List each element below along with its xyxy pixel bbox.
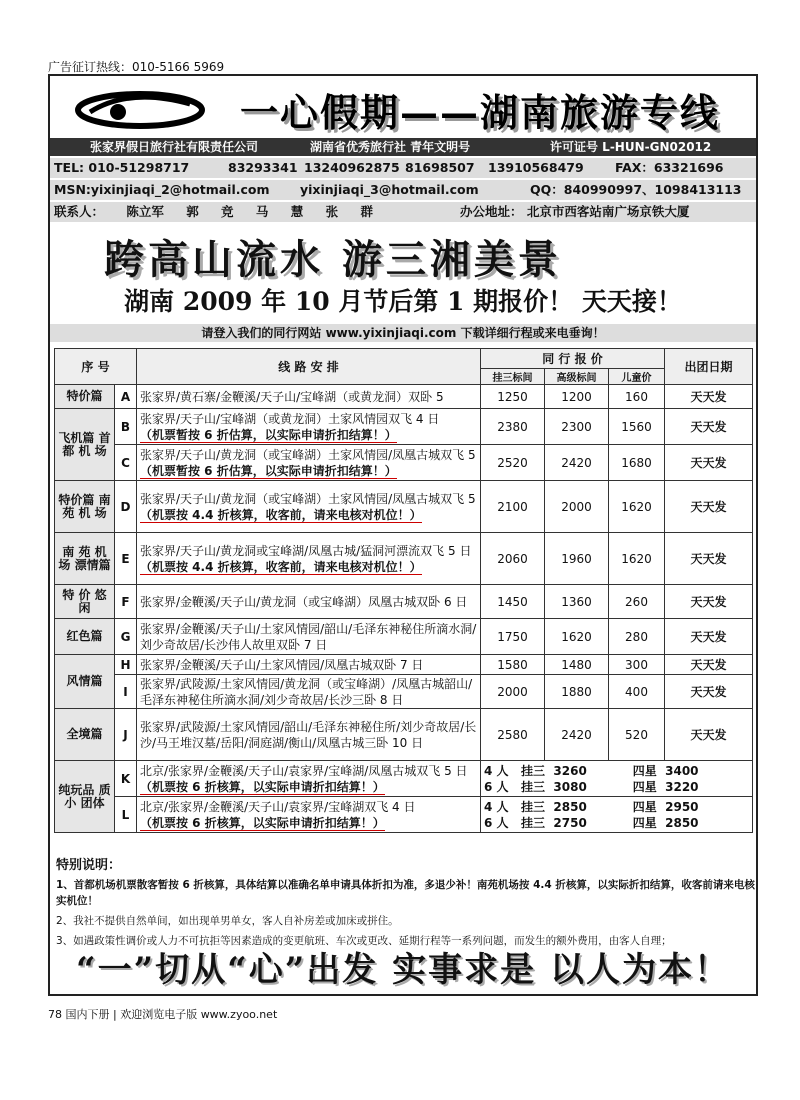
route-note: （机票按 6 折核算，以实际申请折扣结算！） — [140, 815, 385, 830]
row-category: 南 苑 机 场 漂情篇 — [55, 533, 115, 585]
price-3: 1620 — [609, 533, 665, 585]
row-category: 红色篇 — [55, 619, 115, 655]
row-route — [137, 409, 481, 445]
msn-band — [50, 180, 756, 200]
row-route: 张家界/金鞭溪/天子山/黄龙洞（或宝峰湖）凤凰古城双卧 6 日 — [137, 585, 481, 619]
tel-5: 13910568479 — [488, 160, 584, 175]
price-2: 2300 — [545, 409, 609, 445]
table-row — [55, 533, 753, 585]
route-note: （机票按 4.4 折核算，收客前，请来电核对机位！） — [140, 507, 422, 522]
note-3: 3、如遇政策性调价或人力不可抗拒等因素造成的变更航班、车次或更改、延期行程等一系列问题，而发生的额外费用，由客人自理； — [56, 935, 672, 947]
price-2: 1200 — [545, 385, 609, 409]
price-3: 520 — [609, 709, 665, 761]
row-route — [137, 481, 481, 533]
group-price-line: 6 人 挂三 2750 四星 2850 — [484, 815, 699, 830]
msn-2: yixinjiaqi_3@hotmail.com — [300, 182, 479, 197]
row-route — [137, 445, 481, 481]
price-2: 1620 — [545, 619, 609, 655]
table-row — [55, 675, 753, 709]
route-text: 张家界/天子山/黄龙洞或宝峰湖/凤凰古城/猛洞河漂流双飞 5 日 — [140, 543, 472, 558]
contact-persons: 联系人： 陈立军 郭 竞 马 慧 张 群 — [54, 204, 373, 219]
price-1: 1450 — [481, 585, 545, 619]
route-text: 北京/张家界/金鞭溪/天子山/袁家界/宝峰湖/凤凰古城双飞 5 日 — [140, 763, 468, 778]
phone-band — [50, 158, 756, 178]
table-row — [55, 409, 753, 445]
logo-row — [50, 76, 756, 136]
price-3: 280 — [609, 619, 665, 655]
price-1: 1580 — [481, 655, 545, 675]
table-row — [55, 445, 753, 481]
route-text: 张家界/天子山/黄龙洞（或宝峰湖）土家风情园/凤凰古城双飞 5 — [140, 491, 476, 506]
fax: FAX：63321696 — [615, 160, 724, 175]
price-2: 2000 — [545, 481, 609, 533]
ad-frame — [48, 74, 758, 996]
departure-date: 天天发 — [665, 655, 753, 675]
price-2: 1880 — [545, 675, 609, 709]
row-code: B — [115, 409, 137, 445]
row-code: D — [115, 481, 137, 533]
row-category: 飞机篇 首 都 机 场 — [55, 409, 115, 481]
row-category: 纯玩品 质小 团体 — [55, 761, 115, 833]
ad-hotline: 广告征订热线：010-5166 5969 — [48, 60, 225, 74]
departure-date: 天天发 — [665, 385, 753, 409]
price-3: 300 — [609, 655, 665, 675]
row-code: L — [115, 797, 137, 833]
row-code: J — [115, 709, 137, 761]
price-2: 2420 — [545, 445, 609, 481]
row-route — [137, 533, 481, 585]
price-1: 2060 — [481, 533, 545, 585]
group-price-line: 4 人 挂三 2850 四星 2950 — [484, 799, 699, 814]
departure-date: 天天发 — [665, 481, 753, 533]
price-1: 1750 — [481, 619, 545, 655]
price-3: 1560 — [609, 409, 665, 445]
group-price-line: 6 人 挂三 3080 四星 3220 — [484, 779, 699, 794]
tel-3: 13240962875 — [304, 160, 400, 175]
header-route: 线 路 安 排 — [137, 349, 481, 385]
row-route — [137, 761, 481, 797]
table-row — [55, 709, 753, 761]
departure-date: 天天发 — [665, 585, 753, 619]
page-title: 一心假期——湖南旅游专线 — [240, 90, 721, 135]
header-price-1: 挂三标间 — [481, 369, 545, 385]
row-category: 特价篇 南 苑 机 场 — [55, 481, 115, 533]
departure-date: 天天发 — [665, 675, 753, 709]
row-category: 特 价 悠 闲 — [55, 585, 115, 619]
header-no: 序 号 — [55, 349, 137, 385]
price-1: 1250 — [481, 385, 545, 409]
route-text: 北京/张家界/金鞭溪/天子山/袁家界/宝峰湖双飞 4 日 — [140, 799, 416, 814]
departure-date: 天天发 — [665, 709, 753, 761]
price-2: 2420 — [545, 709, 609, 761]
table-row — [55, 797, 753, 833]
row-code: I — [115, 675, 137, 709]
price-1: 2000 — [481, 675, 545, 709]
motto: “一”切从“心”出发 实事求是 以人为本！ — [76, 950, 730, 990]
row-code: A — [115, 385, 137, 409]
row-route: 张家界/黄石寨/金鞭溪/天子山/宝峰湖（或黄龙洞）双卧 5 — [137, 385, 481, 409]
price-3: 260 — [609, 585, 665, 619]
row-route: 张家界/金鞭溪/天子山/土家风情园/韶山/毛泽东神秘住所滴水洞/刘少奇故居/长沙伟人故里双卧 7 日 — [137, 619, 481, 655]
award-text: 湖南省优秀旅行社 青年文明号 — [310, 140, 471, 154]
price-2: 1960 — [545, 533, 609, 585]
notes-title: 特别说明： — [56, 858, 122, 873]
table-row — [55, 655, 753, 675]
slogan: 跨高山流水 游三湘美景 — [104, 236, 562, 283]
price-1: 2580 — [481, 709, 545, 761]
note-1: 1、首都机场机票散客暂按 6 折核算，具体结算以准确名单申请具体折扣为准，多退少补！南苑机场按 4.4 折核算，以实际折扣结算，收客前请来电核实机位！ — [56, 879, 755, 907]
tel-main: TEL: 010-51298717 — [54, 160, 190, 175]
header-price: 同 行 报 价 — [481, 349, 665, 369]
row-code: E — [115, 533, 137, 585]
website-bar: 请登入我们的同行网站 www.yixinjiaqi.com 下载详细行程或来电垂询！ — [50, 324, 756, 342]
row-code: F — [115, 585, 137, 619]
group-prices — [481, 797, 753, 833]
msn-1: MSN:yixinjiaqi_2@hotmail.com — [54, 182, 270, 197]
route-note: （机票按 6 折核算，以实际申请折扣结算！） — [140, 779, 385, 794]
route-text: 张家界/天子山/黄龙洞（或宝峰湖）土家风情园/凤凰古城双飞 5 — [140, 447, 476, 462]
row-code: H — [115, 655, 137, 675]
departure-date: 天天发 — [665, 619, 753, 655]
price-3: 1680 — [609, 445, 665, 481]
row-route: 张家界/金鞭溪/天子山/土家风情园/凤凰古城双卧 7 日 — [137, 655, 481, 675]
price-3: 160 — [609, 385, 665, 409]
row-code: K — [115, 761, 137, 797]
page-footer: 78 国内下册 | 欢迎浏览电子版 www.zyoo.net — [48, 1008, 278, 1021]
note-2: 2、我社不提供自然单间，如出现单男单女，客人自补房差或加床或拼住。 — [56, 915, 399, 927]
table-row — [55, 481, 753, 533]
row-code: C — [115, 445, 137, 481]
price-3: 400 — [609, 675, 665, 709]
price-1: 2100 — [481, 481, 545, 533]
row-route: 张家界/武陵源/土家风情园/韶山/毛泽东神秘住所/刘少奇故居/长沙/马王堆汉墓/岳阳/洞庭湖/衡山/凤凰古城三卧 10 日 — [137, 709, 481, 761]
price-1: 2520 — [481, 445, 545, 481]
price-3: 1620 — [609, 481, 665, 533]
price-table — [54, 348, 753, 833]
table-row — [55, 761, 753, 797]
group-price-line: 4 人 挂三 3260 四星 3400 — [484, 763, 699, 778]
row-route — [137, 797, 481, 833]
headline: 湖南 2009 年 10 月节后第 1 期报价！ 天天接！ — [124, 287, 682, 316]
company-name: 张家界假日旅行社有限责任公司 — [90, 140, 259, 154]
price-2: 1360 — [545, 585, 609, 619]
route-note: （机票暂按 6 折估算，以实际申请折扣结算！） — [140, 463, 397, 478]
office-address: 办公地址： 北京市西客站南广场京铁大厦 — [460, 204, 690, 219]
tel-4: 81698507 — [405, 160, 475, 175]
license-number: 许可证号 L-HUN-GN02012 — [550, 140, 712, 154]
tel-2: 83293341 — [228, 160, 298, 175]
special-notes — [56, 854, 756, 953]
row-code: G — [115, 619, 137, 655]
departure-date: 天天发 — [665, 445, 753, 481]
route-text: 张家界/天子山/宝峰湖（或黄龙洞）土家风情园双飞 4 日 — [140, 411, 440, 426]
header-price-2: 高级标间 — [545, 369, 609, 385]
table-row — [55, 585, 753, 619]
departure-date: 天天发 — [665, 533, 753, 585]
group-prices — [481, 761, 753, 797]
price-1: 2380 — [481, 409, 545, 445]
departure-date: 天天发 — [665, 409, 753, 445]
contact-band — [50, 202, 756, 222]
company-band — [50, 138, 756, 156]
row-category: 风情篇 — [55, 655, 115, 709]
row-category: 特价篇 — [55, 385, 115, 409]
qq: QQ：840990997、1098413113 — [530, 182, 742, 197]
header-price-3: 儿童价 — [609, 369, 665, 385]
route-note: （机票按 4.4 折核算，收客前，请来电核对机位！） — [140, 559, 422, 574]
route-note: （机票暂按 6 折估算，以实际申请折扣结算！） — [140, 427, 397, 442]
row-route: 张家界/武陵源/土家风情园/黄龙洞（或宝峰湖）/凤凰古城韶山/毛泽东神秘住所滴水洞/刘少奇故居/长沙三卧 8 日 — [137, 675, 481, 709]
price-2: 1480 — [545, 655, 609, 675]
header-date: 出团日期 — [665, 349, 753, 385]
company-logo-icon — [70, 82, 210, 132]
table-row — [55, 619, 753, 655]
table-row — [55, 385, 753, 409]
row-category: 全境篇 — [55, 709, 115, 761]
